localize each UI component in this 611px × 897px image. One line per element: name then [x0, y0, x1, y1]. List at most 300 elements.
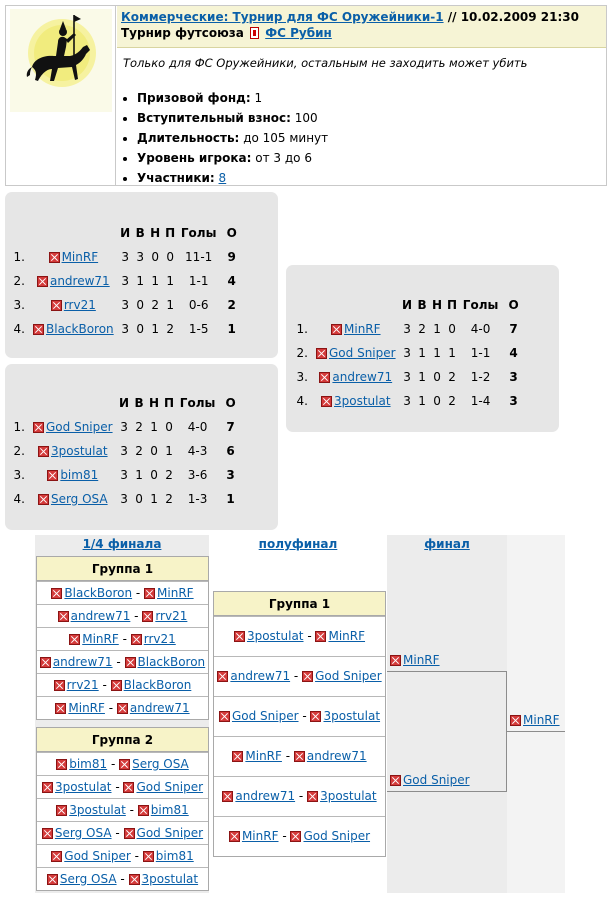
standings-row [7, 439, 243, 463]
match-dash: - [130, 609, 143, 623]
stat-pts: 1 [227, 322, 236, 336]
match-row [37, 581, 208, 604]
info-label: Уровень игрока: [137, 151, 252, 165]
country-flag-icon [58, 611, 69, 622]
header-cell: В [134, 396, 144, 410]
player-link[interactable]: 3postulat [51, 444, 108, 458]
match-row [37, 752, 208, 775]
match-dash: - [125, 803, 138, 817]
stat-i: 3 [120, 492, 128, 506]
stat-n: 0 [151, 250, 159, 264]
match-row [214, 776, 385, 816]
country-flag-icon [55, 703, 66, 714]
country-flag-icon [217, 671, 228, 682]
player [56, 757, 107, 771]
player [55, 701, 105, 715]
header-cell: И [402, 298, 413, 312]
standings-row [7, 245, 244, 269]
country-flag-icon [232, 751, 243, 762]
player [321, 394, 391, 408]
country-flag-icon [331, 324, 342, 335]
match-row [214, 616, 385, 656]
column-final [387, 535, 507, 893]
country-flag-icon [56, 805, 67, 816]
player-link[interactable]: MinRF [68, 701, 105, 715]
player-link[interactable]: rrv21 [66, 678, 99, 692]
stat-p: 2 [166, 322, 174, 336]
country-flag-icon [33, 422, 44, 433]
country-flag-icon [47, 470, 58, 481]
tournament-description: Только для ФС Оружейники, остальным не заходить может убить [123, 56, 528, 70]
stat-n: 0 [150, 468, 158, 482]
stat-i: 3 [403, 370, 411, 384]
tournament-title-link[interactable]: Коммерческие: Турнир для ФС Оружейники-1 [121, 10, 444, 24]
stat-goals: 1-4 [470, 394, 491, 408]
player-link[interactable]: God Sniper [46, 420, 113, 434]
header-cell: Голы [179, 396, 216, 410]
info-value: от 3 до 6 [255, 151, 312, 165]
player-link[interactable]: 3postulat [141, 872, 199, 886]
country-flag-icon [316, 348, 327, 359]
stat-v: 0 [135, 492, 143, 506]
match-dash: - [111, 780, 124, 794]
country-flag-icon [129, 874, 140, 885]
country-flag-icon [510, 715, 521, 726]
stat-goals: 1-1 [470, 346, 491, 360]
player [331, 322, 381, 336]
stat-p: 1 [448, 346, 456, 360]
standings-row [7, 463, 243, 487]
player [294, 749, 367, 763]
participants-link[interactable]: 8 [218, 171, 227, 185]
match-dash: - [112, 655, 125, 669]
player-link[interactable]: God Sniper [136, 826, 204, 840]
match-dash: - [118, 632, 131, 646]
quarter-group-1 [36, 556, 209, 720]
country-flag-icon [56, 759, 67, 770]
tournament-logo [10, 9, 112, 112]
stat-pts: 9 [227, 250, 236, 264]
group-standings-1 [5, 192, 278, 358]
stat-p: 2 [448, 370, 456, 384]
match-row [214, 736, 385, 776]
player-link[interactable]: rrv21 [63, 298, 96, 312]
player-link[interactable]: 3postulat [54, 780, 112, 794]
player [38, 444, 108, 458]
row-position: 3. [296, 370, 308, 384]
standings-row [290, 317, 526, 341]
player [219, 709, 299, 723]
player-link[interactable]: 3postulat [69, 803, 126, 817]
bracket-line [387, 791, 507, 792]
player-link[interactable]: God Sniper [329, 346, 396, 360]
header-cell: П [165, 226, 176, 240]
standings-table [290, 293, 526, 413]
player-link[interactable]: MinRF [344, 322, 381, 336]
country-flag-icon [42, 828, 53, 839]
standings-row [290, 365, 526, 389]
row-position: 1. [13, 250, 25, 264]
row-position: 2. [13, 444, 25, 458]
player [144, 586, 194, 600]
info-participants [137, 168, 328, 188]
round-semifinal-link[interactable]: полуфинал [258, 537, 338, 551]
country-flag-icon [290, 831, 301, 842]
header-pos [7, 221, 29, 245]
country-flag-icon [321, 396, 332, 407]
stat-p: 0 [165, 420, 173, 434]
stat-goals: 4-0 [470, 322, 491, 336]
stat-pts: 3 [509, 370, 518, 384]
player [232, 749, 282, 763]
country-flag-icon [310, 711, 321, 722]
info-value: 100 [294, 111, 318, 125]
match-dash: - [132, 586, 145, 600]
stat-v: 2 [135, 444, 143, 458]
group-standings-3 [286, 265, 559, 432]
player-link[interactable]: God Sniper [303, 829, 371, 843]
player [390, 773, 470, 787]
player-link[interactable]: MinRF [245, 749, 282, 763]
match-row [37, 604, 208, 627]
country-flag-icon [51, 588, 62, 599]
tournament-titlebar [117, 6, 606, 48]
standings-table [7, 391, 243, 511]
player-link[interactable]: andrew71 [332, 370, 393, 384]
player [33, 420, 113, 434]
stat-pts: 2 [227, 298, 236, 312]
stat-goals: 4-0 [187, 420, 208, 434]
stat-goals: 3-6 [187, 468, 208, 482]
player-link[interactable]: rrv21 [155, 609, 188, 623]
player [124, 826, 204, 840]
country-flag-icon [69, 634, 80, 645]
player [117, 701, 190, 715]
player [42, 826, 112, 840]
stat-pts: 7 [509, 322, 518, 336]
standings-row [290, 389, 526, 413]
match-dash: - [278, 829, 291, 843]
player-link[interactable]: andrew71 [306, 749, 367, 763]
match-row [214, 656, 385, 696]
group-title: Группа 2 [37, 728, 208, 752]
match-row [37, 696, 208, 719]
player [143, 849, 194, 863]
player [42, 780, 112, 794]
country-flag-icon [144, 588, 155, 599]
header-cell: П [164, 396, 175, 410]
header-cell: О [226, 226, 237, 240]
info-duration [137, 128, 328, 148]
match-dash: - [107, 757, 120, 771]
match-dash: - [303, 629, 316, 643]
country-flag-icon [315, 631, 326, 642]
header-pos [7, 391, 29, 415]
header-name [29, 221, 118, 245]
player [119, 757, 189, 771]
player [33, 322, 114, 336]
player [37, 274, 110, 288]
country-flag-icon [229, 831, 240, 842]
match-dash: - [290, 669, 303, 683]
tournament-info-list [123, 88, 328, 188]
standings-table [7, 221, 244, 341]
stat-pts: 3 [509, 394, 518, 408]
country-flag-icon [47, 874, 58, 885]
player-link[interactable]: bim81 [155, 849, 194, 863]
stat-p: 2 [448, 394, 456, 408]
playoff-bracket [35, 535, 565, 893]
match-row [37, 844, 208, 867]
stat-p: 0 [166, 250, 174, 264]
stat-pts: 4 [227, 274, 236, 288]
stat-goals: 1-2 [470, 370, 491, 384]
player [390, 653, 440, 667]
player [234, 629, 304, 643]
match-row [214, 816, 385, 856]
stat-i: 3 [403, 394, 411, 408]
match-row [214, 696, 385, 736]
stat-i: 3 [121, 298, 129, 312]
player [51, 298, 96, 312]
match-dash: - [104, 701, 117, 715]
player-link[interactable]: MinRF [403, 653, 440, 667]
match-dash: - [98, 678, 111, 692]
standings-header-row [7, 221, 244, 245]
player-link[interactable]: BlackBoron [137, 655, 206, 669]
country-flag-icon [234, 631, 245, 642]
player-link[interactable]: MinRF [82, 632, 119, 646]
player [123, 780, 203, 794]
player [307, 789, 377, 803]
player [142, 609, 187, 623]
row-player [29, 317, 118, 341]
player-link[interactable]: Serg OSA [50, 492, 108, 506]
country-flag-icon [49, 252, 60, 263]
title-separator: // [447, 10, 457, 24]
player-link[interactable]: BlackBoron [46, 322, 114, 336]
stat-i: 3 [121, 274, 129, 288]
standings-row [290, 341, 526, 365]
player-link[interactable]: God Sniper [136, 780, 204, 794]
info-fee [137, 108, 328, 128]
header-cell: Н [432, 298, 443, 312]
stat-p: 1 [166, 274, 174, 288]
country-flag-icon [117, 703, 128, 714]
player [47, 872, 117, 886]
header-cell: О [508, 298, 519, 312]
match-dash: - [281, 749, 294, 763]
player-link[interactable]: MinRF [157, 586, 194, 600]
header-cell: Н [149, 396, 160, 410]
player-link[interactable]: bim81 [150, 803, 189, 817]
player-link[interactable]: BlackBoron [123, 678, 192, 692]
standings-row [7, 415, 243, 439]
stat-pts: 1 [226, 492, 235, 506]
standings-header-row [290, 293, 526, 317]
row-position: 3. [13, 298, 25, 312]
match-row [37, 867, 208, 890]
info-value: до 105 минут [243, 131, 329, 145]
country-flag-icon [40, 657, 51, 668]
player [51, 849, 131, 863]
tournament-winner [510, 713, 560, 727]
club-link[interactable]: ФС Рубин [265, 26, 332, 40]
player-link[interactable]: 3postulat [323, 709, 381, 723]
subtitle-row [121, 25, 602, 42]
header-name [29, 391, 117, 415]
player-link[interactable]: God Sniper [231, 709, 299, 723]
stat-n: 1 [433, 346, 441, 360]
match-row [37, 821, 208, 844]
player-link[interactable]: MinRF [523, 713, 560, 727]
info-label: Вступительный взнос: [137, 111, 291, 125]
stat-n: 2 [151, 298, 159, 312]
country-flag-icon [38, 494, 49, 505]
tournament-card [5, 5, 607, 186]
stat-goals: 1-3 [187, 492, 208, 506]
player [319, 370, 392, 384]
player-link[interactable]: bim81 [69, 757, 108, 771]
row-player [312, 365, 400, 389]
info-value: 1 [254, 91, 263, 105]
header-pos [290, 293, 312, 317]
country-flag-icon [124, 828, 135, 839]
player [49, 250, 99, 264]
match-row [37, 775, 208, 798]
header-cell: П [447, 298, 458, 312]
header-cell: И [120, 226, 131, 240]
player-link[interactable]: Serg OSA [54, 826, 112, 840]
stat-v: 1 [135, 468, 143, 482]
stat-n: 1 [150, 420, 158, 434]
stat-goals: 4-3 [187, 444, 208, 458]
player-link[interactable]: 3postulat [246, 629, 304, 643]
stat-pts: 4 [509, 346, 518, 360]
stat-v: 0 [136, 298, 144, 312]
player [38, 492, 108, 506]
player-link[interactable]: God Sniper [403, 773, 470, 787]
player-link[interactable]: andrew71 [235, 789, 296, 803]
country-flag-icon [294, 751, 305, 762]
country-flag-icon [142, 611, 153, 622]
stat-i: 3 [403, 322, 411, 336]
row-position: 1. [296, 322, 308, 336]
player [125, 655, 206, 669]
stat-n: 0 [433, 370, 441, 384]
country-flag-icon [138, 805, 149, 816]
player-link[interactable]: rrv21 [143, 632, 176, 646]
logo-cell [6, 6, 116, 185]
player-link[interactable]: 3postulat [320, 789, 377, 803]
player [217, 669, 290, 683]
country-flag-icon [33, 324, 44, 335]
player [51, 586, 132, 600]
stat-i: 3 [120, 468, 128, 482]
stat-v: 2 [418, 322, 426, 336]
country-flag-icon [319, 372, 330, 383]
player-link[interactable]: God Sniper [315, 669, 382, 683]
player-link[interactable]: andrew71 [230, 669, 291, 683]
standings-header-row [7, 391, 243, 415]
player [316, 346, 396, 360]
player [131, 632, 176, 646]
player [54, 678, 99, 692]
player-link[interactable]: MinRF [241, 829, 279, 843]
player-link[interactable]: andrew71 [129, 701, 190, 715]
player-link[interactable]: God Sniper [64, 849, 131, 863]
player [47, 468, 98, 482]
player-link[interactable]: Serg OSA [59, 872, 117, 886]
row-position: 4. [13, 322, 25, 336]
player-link[interactable]: BlackBoron [64, 586, 133, 600]
player-link[interactable]: 3postulat [334, 394, 391, 408]
player-link[interactable]: MinRF [328, 629, 366, 643]
player [111, 678, 192, 692]
header-cell: Н [150, 226, 161, 240]
row-position: 4. [296, 394, 308, 408]
row-position: 1. [13, 420, 25, 434]
round-quarterfinal-link[interactable]: 1/4 финала [82, 537, 162, 551]
player-link[interactable]: andrew71 [49, 274, 110, 288]
round-final-link[interactable]: финал [424, 537, 470, 551]
player-link[interactable]: andrew71 [52, 655, 113, 669]
stat-p: 2 [165, 468, 173, 482]
player-link[interactable]: bim81 [60, 468, 99, 482]
final-player-1 [390, 653, 440, 667]
country-flag-icon [302, 671, 313, 682]
standings-row [7, 293, 244, 317]
info-level [137, 148, 328, 168]
final-player-2 [390, 773, 470, 787]
row-player [29, 463, 117, 487]
country-flag-icon [37, 276, 48, 287]
country-flag-icon [131, 634, 142, 645]
standings-row [7, 487, 243, 511]
player-link[interactable]: MinRF [61, 250, 99, 264]
row-position: 4. [13, 492, 25, 506]
stat-n: 0 [150, 444, 158, 458]
row-player [312, 389, 400, 413]
row-position: 2. [13, 274, 25, 288]
player [56, 803, 126, 817]
stat-v: 1 [418, 394, 426, 408]
stat-n: 1 [151, 274, 159, 288]
group-standings-2 [5, 364, 278, 530]
player-link[interactable]: andrew71 [70, 609, 131, 623]
info-label: Участники: [137, 171, 215, 185]
row-player [29, 439, 117, 463]
stat-p: 1 [166, 298, 174, 312]
stat-goals: 11-1 [185, 250, 213, 264]
match-dash: - [295, 789, 308, 803]
stat-v: 3 [136, 250, 144, 264]
row-player [29, 415, 117, 439]
player [69, 632, 119, 646]
match-dash: - [130, 849, 143, 863]
match-dash: - [298, 709, 311, 723]
country-flag-icon [119, 759, 130, 770]
player-link[interactable]: Serg OSA [132, 757, 189, 771]
player [222, 789, 295, 803]
row-player [29, 293, 118, 317]
country-flag-icon [125, 657, 136, 668]
stat-goals: 0-6 [188, 298, 209, 312]
header-cell: Голы [180, 226, 217, 240]
header-cell: Голы [462, 298, 499, 312]
tournament-type: Турнир футсоюза [121, 26, 244, 40]
match-dash: - [116, 872, 129, 886]
